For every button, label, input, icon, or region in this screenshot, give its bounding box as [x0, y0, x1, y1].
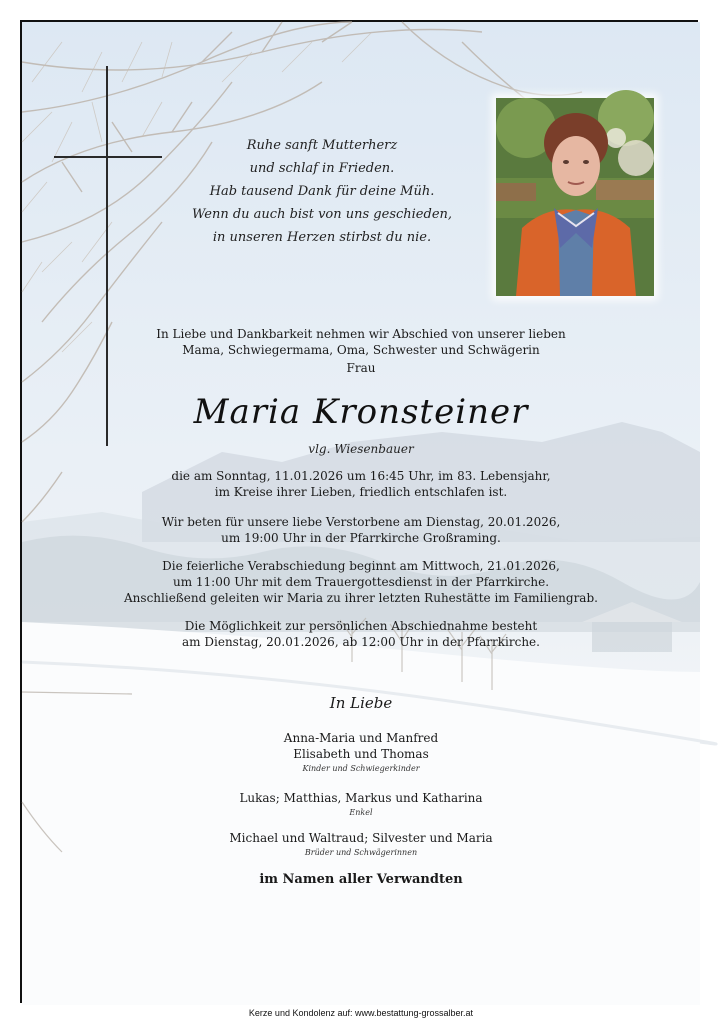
prayer-notice: [22, 514, 700, 546]
deceased-name: Maria Kronsteiner: [193, 392, 529, 432]
poem-line: Hab tausend Dank für deine Müh.: [209, 184, 435, 199]
poem-line: in unseren Herzen stirbst du nie.: [212, 230, 432, 245]
intro-line: In Liebe und Dankbarkeit nehmen wir Abschied von unserer lieben: [156, 327, 566, 341]
family-role: Kinder und Schwiegerkinder: [302, 764, 420, 773]
family-children: [22, 730, 700, 776]
salutation: Frau: [346, 361, 376, 375]
family-line: Anna-Maria und Manfred: [283, 731, 439, 745]
in-liebe-heading: In Liebe: [329, 694, 393, 712]
viewing-line: Die Möglichkeit zur persönlichen Abschiednahme besteht: [184, 619, 538, 633]
memorial-poem: [182, 134, 462, 249]
poem-line: und schlaf in Frieden.: [249, 161, 395, 176]
death-line: die am Sonntag, 11.01.2026 um 16:45 Uhr, im 83. Lebensjahr,: [171, 469, 551, 483]
cross-vertical-bar: [106, 66, 108, 446]
intro-block: [22, 326, 700, 376]
farewell-line: um 11:00 Uhr mit dem Trauergottesdienst in der Pfarrkirche.: [172, 575, 550, 589]
viewing-notice: [22, 618, 700, 650]
obituary-card: [20, 20, 698, 1018]
poem-line: Ruhe sanft Mutterherz: [246, 138, 398, 153]
deceased-nickname: vlg. Wiesenbauer: [308, 442, 414, 456]
family-grandchildren: [22, 790, 700, 820]
portrait-photo: [496, 98, 654, 296]
intro-line: Mama, Schwiegermama, Oma, Schwester und Schwägerin: [182, 343, 540, 357]
death-line: im Kreise ihrer Lieben, friedlich entschlafen ist.: [214, 485, 508, 499]
farewell-line: Die feierliche Verabschiedung beginnt am Mittwoch, 21.01.2026,: [162, 559, 560, 573]
family-line: Lukas; Matthias, Markus und Katharina: [239, 791, 483, 805]
farewell-notice: [22, 558, 700, 606]
prayer-line: Wir beten für unsere liebe Verstorbene am Dienstag, 20.01.2026,: [161, 515, 561, 529]
cross-horizontal-bar: [54, 156, 162, 158]
viewing-line: am Dienstag, 20.01.2026, ab 12:00 Uhr in der Pfarrkirche.: [182, 635, 540, 649]
poem-line: Wenn du auch bist von uns geschieden,: [191, 207, 453, 222]
family-role: Enkel: [349, 808, 373, 817]
family-line: Elisabeth und Thomas: [293, 747, 429, 761]
farewell-line: Anschließend geleiten wir Maria zu ihrer letzten Ruhestätte im Familiengrab.: [124, 591, 598, 605]
family-siblings: [22, 830, 700, 860]
footer-condolence: Kerze und Kondolenz auf: www.bestattung-grossalber.at: [248, 1008, 474, 1018]
closing-line: im Namen aller Verwandten: [259, 872, 463, 887]
prayer-line: um 19:00 Uhr in der Pfarrkirche Großraming.: [221, 531, 501, 545]
death-notice: [22, 468, 700, 500]
family-line: Michael und Waltraud; Silvester und Maria: [229, 831, 493, 845]
family-role: Brüder und Schwägerinnen: [304, 848, 418, 857]
